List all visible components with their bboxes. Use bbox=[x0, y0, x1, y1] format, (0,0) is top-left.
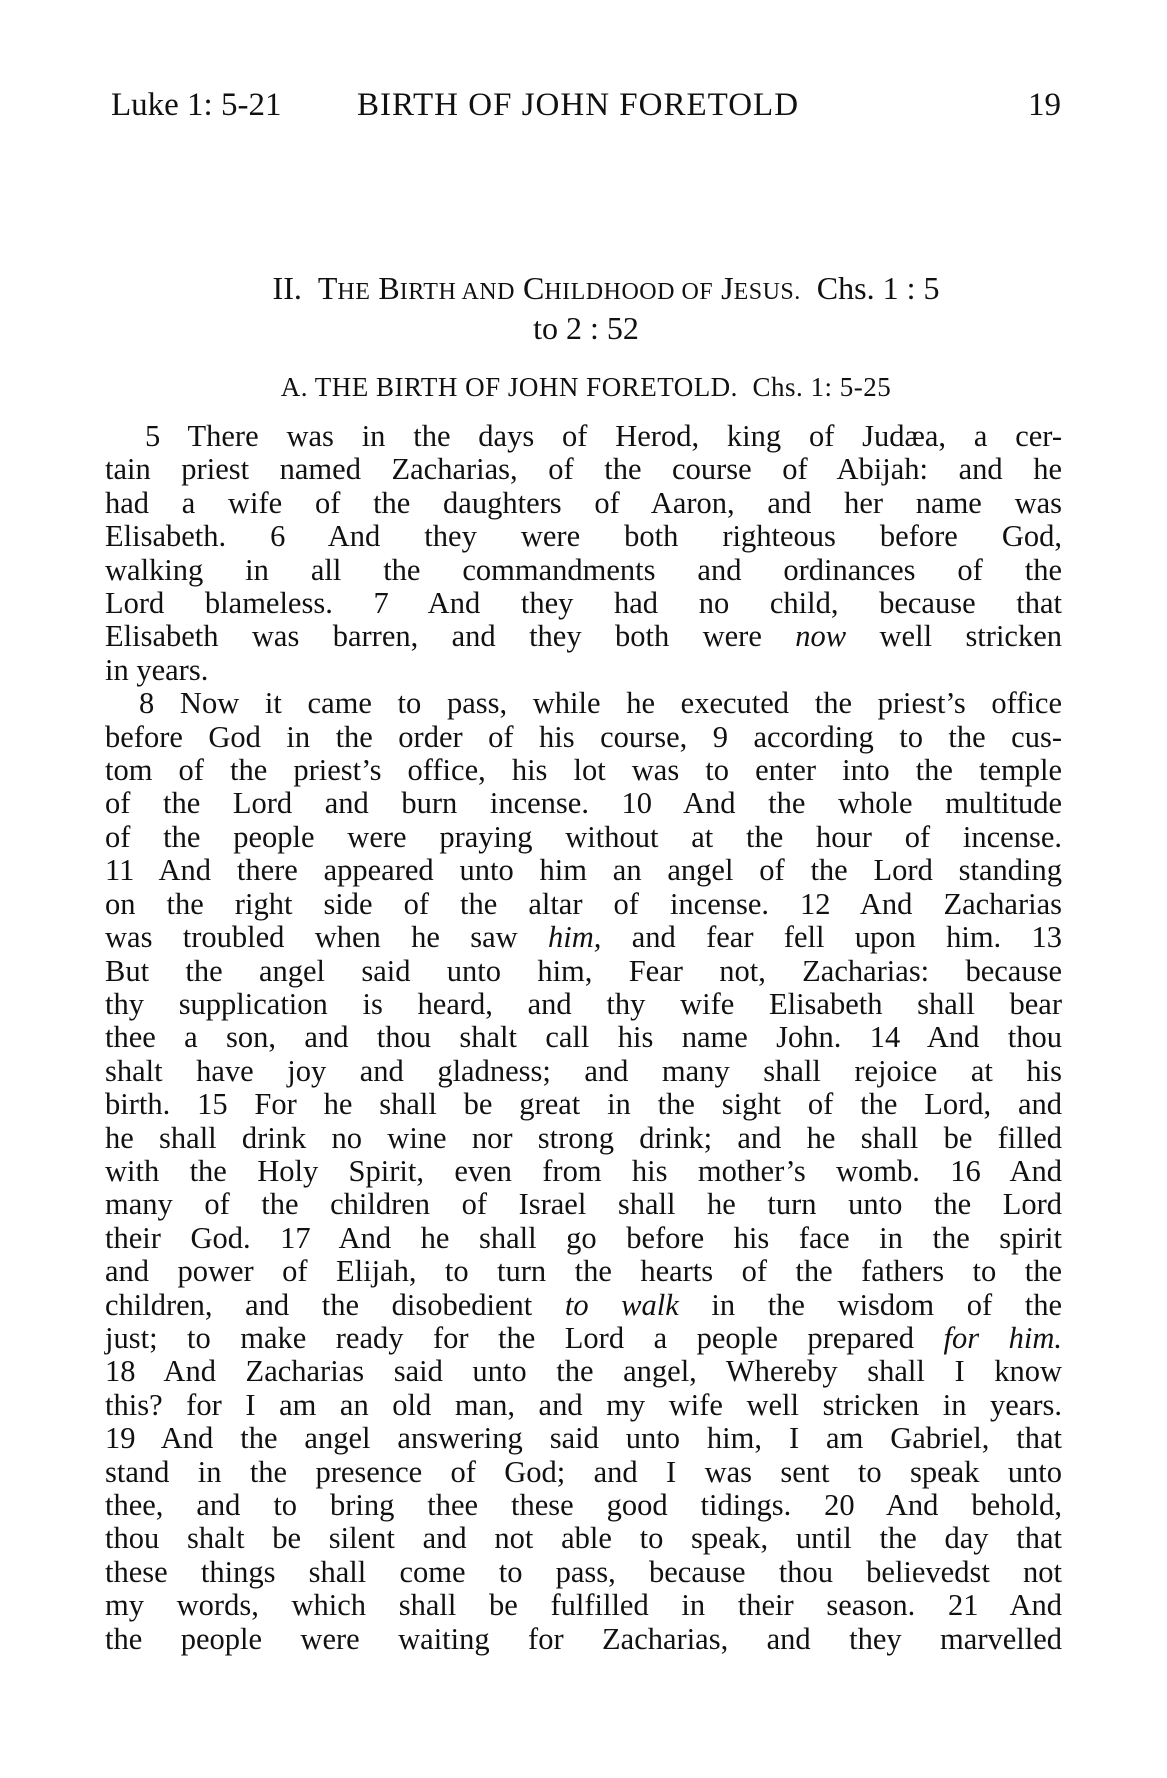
italic-word: him, bbox=[548, 920, 602, 955]
text-line: stand in the presence of God; and I was sent to speak unto bbox=[105, 1454, 1062, 1489]
text-line: on the right side of the altar of incense. 12 And Zacharias bbox=[105, 886, 1062, 921]
text-line: 8 Now it came to pass, while he executed the priest’s office bbox=[139, 686, 1062, 721]
text-line: 11 And there appeared unto him an angel of the Lord standing bbox=[105, 853, 1062, 888]
section-chapters-end: to 2 : 52 bbox=[533, 310, 639, 346]
sub-heading bbox=[111, 369, 1061, 405]
text-line: their God. 17 And he shall go before his face in the spirit bbox=[105, 1220, 1062, 1255]
sub-heading-label: A. THE BIRTH OF JOHN FORETOLD. bbox=[280, 372, 738, 402]
text-line: tom of the priest’s office, his lot was to enter into the temple bbox=[105, 753, 1062, 788]
sub-heading-chapters: Chs. 1: 5-25 bbox=[752, 372, 892, 402]
text-line: the people were waiting for Zacharias, and they marvelled bbox=[105, 1621, 1062, 1656]
running-head bbox=[111, 80, 1061, 130]
text-line: was troubled when he saw him, and fear fell upon him. 13 bbox=[105, 920, 1063, 955]
italic-word: for him. bbox=[943, 1320, 1063, 1355]
section-heading bbox=[111, 270, 1061, 346]
text-line: thou shalt be silent and not able to speak, until the day that bbox=[105, 1521, 1062, 1556]
text-line: Lord blameless. 7 And they had no child, because that bbox=[105, 586, 1062, 621]
text-line: 18 And Zacharias said unto the angel, Whereby shall I know bbox=[105, 1354, 1062, 1389]
text-line: thee a son, and thou shalt call his name John. 14 And thou bbox=[105, 1020, 1062, 1055]
text-line: of the Lord and burn incense. 10 And the whole multitude bbox=[105, 786, 1062, 821]
page-number: 19 bbox=[1028, 87, 1061, 123]
text-line: Elisabeth. 6 And they were both righteous before God, bbox=[105, 519, 1062, 554]
text-line: and power of Elijah, to turn the hearts of the fathers to the bbox=[105, 1254, 1062, 1289]
text-line: of the people were praying without at the hour of incense. bbox=[105, 819, 1062, 854]
text-line: walking in all the commandments and ordinances of the bbox=[105, 552, 1062, 587]
text-line: he shall drink no wine nor strong drink; and he shall be filled bbox=[105, 1120, 1062, 1155]
text-line: thy supplication is heard, and thy wife Elisabeth shall bear bbox=[105, 986, 1062, 1021]
text-line: Elisabeth was barren, and they both were now well stricken bbox=[105, 619, 1062, 654]
scripture-text bbox=[105, 420, 1062, 1656]
text-line: just; to make ready for the Lord a people prepared for him. bbox=[105, 1320, 1063, 1355]
italic-word: to walk bbox=[564, 1287, 679, 1322]
text-line: tain priest named Zacharias, of the course of Abijah: and he bbox=[105, 452, 1062, 487]
text-line: my words, which shall be fulfilled in their season. 21 And bbox=[105, 1588, 1062, 1623]
text-line: shalt have joy and gladness; and many shall rejoice at his bbox=[105, 1053, 1062, 1088]
text-line: with the Holy Spirit, even from his mother’s womb. 16 And bbox=[105, 1153, 1062, 1188]
text-line: these things shall come to pass, because thou believedst not bbox=[105, 1554, 1062, 1589]
text-line: But the angel said unto him, Fear not, Zacharias: because bbox=[105, 953, 1062, 988]
text-line: before God in the order of his course, 9 according to the cus- bbox=[105, 719, 1062, 754]
text-line: 19 And the angel answering said unto him, I am Gabriel, that bbox=[105, 1421, 1062, 1456]
text-line: many of the children of Israel shall he turn unto the Lord bbox=[105, 1187, 1062, 1222]
running-head-title: BIRTH OF JOHN FORETOLD bbox=[357, 87, 800, 123]
text-line: 5 There was in the days of Herod, king of Judæa, a cer- bbox=[145, 419, 1062, 453]
text-line: had a wife of the daughters of Aaron, and her name was bbox=[105, 485, 1062, 520]
italic-word: now bbox=[795, 619, 847, 654]
text-line: this? for I am an old man, and my wife well stricken in years. bbox=[105, 1387, 1062, 1422]
text-line: children, and the disobedient to walk in the wisdom of the bbox=[105, 1287, 1062, 1322]
running-head-reference: Luke 1: 5-21 bbox=[111, 87, 282, 123]
section-numeral: II. bbox=[272, 270, 302, 306]
text-line: in years. bbox=[105, 652, 209, 687]
section-chapters-start: Chs. 1 : 5 bbox=[816, 270, 940, 306]
text-line: birth. 15 For he shall be great in the sight of the Lord, and bbox=[105, 1087, 1062, 1122]
section-heading-line-1: II. THE BIRTH AND CHILDHOOD OF JESUS. Chs. 1 : 5 bbox=[272, 270, 940, 306]
text-line: thee, and to bring thee these good tidings. 20 And behold, bbox=[105, 1488, 1062, 1522]
